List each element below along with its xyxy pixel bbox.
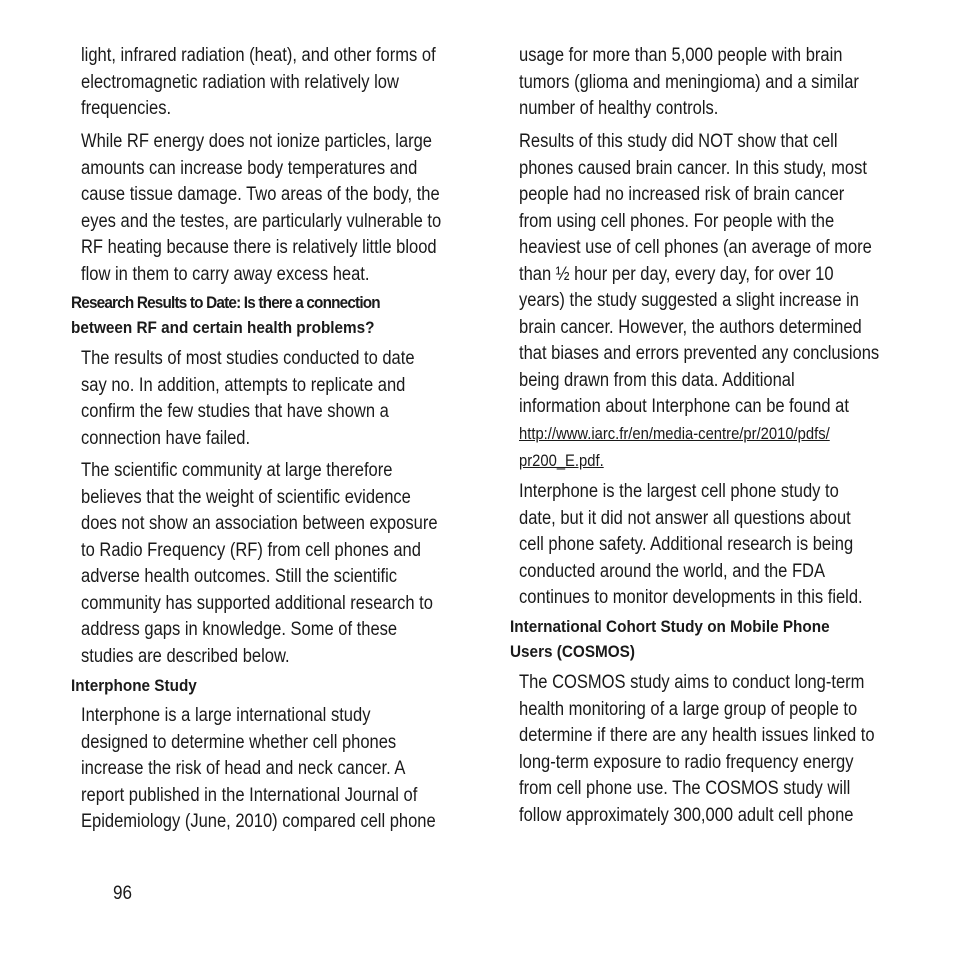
interphone-link-line-1[interactable]: http://www.iarc.fr/en/media-centre/pr/2010/pdfs/ <box>519 424 830 443</box>
left-paragraph-5: Interphone is a large international study designed to determine whether cell phones increase the risk of head and neck cancer. A report published in the International Journal of Epidemiology (June, 2010) compared cell phone <box>81 705 436 832</box>
right-paragraph-1: usage for more than 5,000 people with brain tumors (glioma and meningioma) and a similar number of healthy controls. <box>519 45 859 119</box>
heading-research-results: Research Results to Date: Is there a connection between RF and certain health problems? <box>71 293 380 337</box>
right-paragraph-3: Interphone is the largest cell phone study to date, but it did not answer all questions about cell phone safety. Additional research is being conducted around the world, and the FDA continues to monitor developments in this field. <box>519 481 863 608</box>
left-paragraph-1: light, infrared radiation (heat), and other forms of electromagnetic radiation with relatively low frequencies. <box>81 45 436 119</box>
heading-interphone-study: Interphone Study <box>71 676 197 695</box>
right-paragraph-2: Results of this study did NOT show that cell phones caused brain cancer. In this study, most people had no increased risk of brain cancer from using cell phones. For people with the heaviest use of cell phones (an average of more than ½ hour per day, every day, for over 10 years) the study suggested a slight increase in brain cancer. However, the authors determined that biases and errors prevented any conclusions being drawn from this data. Additional information about Interphone can be found at <box>519 131 880 417</box>
interphone-link-line-2[interactable]: pr200_E.pdf. <box>519 450 604 470</box>
heading-cosmos: International Cohort Study on Mobile Phone Users (COSMOS) <box>510 617 830 661</box>
left-paragraph-2: While RF energy does not ionize particles, large amounts can increase body temperatures and cause tissue damage. Two areas of the body, the eyes and the testes, are particularly vulnerable to RF heating because there is relatively little blood flow in them to carry away excess heat. <box>81 131 442 285</box>
left-paragraph-4: The scientific community at large therefore believes that the weight of scientific evidence does not show an association between exposure to Radio Frequency (RF) from cell phones and adverse health outcomes. Still the scientific community has supported additional research to address gaps in knowledge. Some of these studies are described below. <box>81 460 438 667</box>
page-number: 96 <box>113 883 133 904</box>
right-paragraph-4: The COSMOS study aims to conduct long-term health monitoring of a large group of people to determine if there are any health issues linked to long-term exposure to radio frequency energy from cell phone use. The COSMOS study will follow approximately 300,000 adult cell phone <box>519 672 875 826</box>
left-paragraph-3: The results of most studies conducted to date say no. In addition, attempts to replicate and confirm the few studies that have shown a connection have failed. <box>81 348 415 449</box>
interphone-link[interactable] <box>519 421 830 474</box>
